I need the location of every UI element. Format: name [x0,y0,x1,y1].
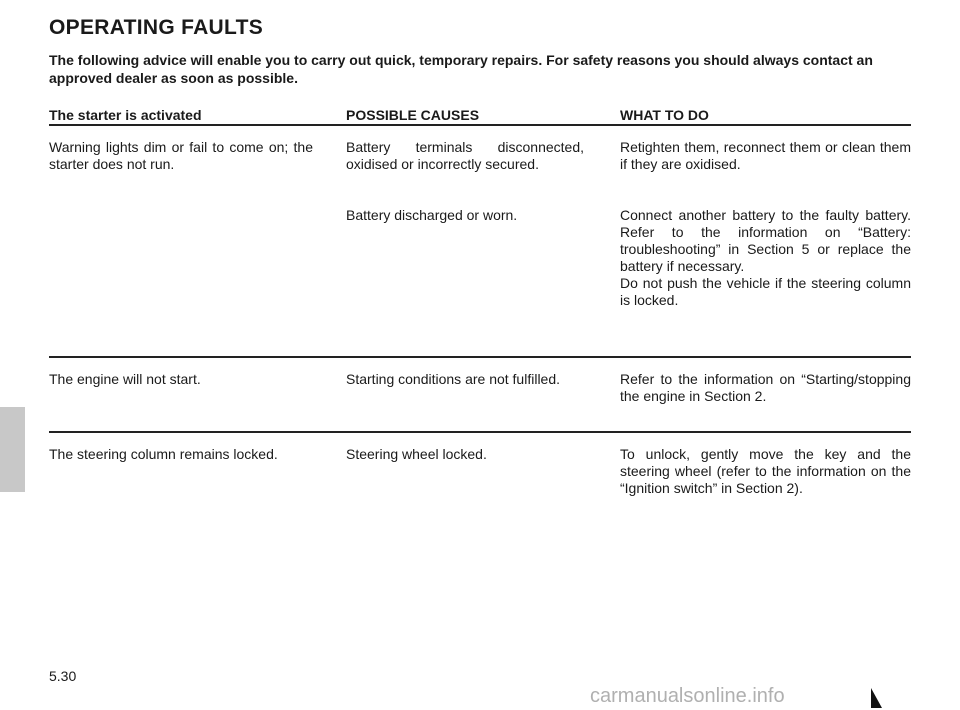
row4-symptom: The steering column remains locked. [49,446,278,462]
header-divider [49,124,911,126]
row2-action: Connect another battery to the faulty battery. Refer to the information on “Battery: troubleshooting” in Section 5 or replace the battery if necessary. [620,207,911,274]
row1-action: Retighten them, reconnect them or clean them if they are oxidised. [620,139,911,172]
header-possible-causes: POSSIBLE CAUSES [346,107,480,123]
row3-cause: Starting conditions are not fulfilled. [346,371,561,387]
row2-action-note: Do not push the vehicle if the steering column is locked. [620,275,911,308]
row2-action-block [620,207,911,309]
header-symptom: The starter is activated [49,107,202,123]
header-what-to-do: WHAT TO DO [620,107,709,123]
page-number: 5.30 [49,668,77,684]
row2-cause: Battery discharged or worn. [346,207,518,223]
watermark: carmanualsonline.info [590,685,785,707]
page-title: OPERATING FAULTS [49,16,264,39]
row-divider [49,431,911,433]
row4-cause: Steering wheel locked. [346,446,487,462]
row-divider [49,356,911,358]
row3-action: Refer to the information on “Starting/stopping the engine in Section 2. [620,371,911,404]
section-tab-marker [0,407,25,492]
row3-symptom: The engine will not start. [49,371,201,387]
intro-paragraph: The following advice will enable you to carry out quick, temporary repairs. For safety reasons you should always contact an approved dealer as soon as possible. [49,52,873,86]
row1-symptom: Warning lights dim or fail to come on; the starter does not run. [49,139,313,172]
row1-cause: Battery terminals disconnected, oxidised or incorrectly secured. [346,139,584,172]
row4-action: To unlock, gently move the key and the steering wheel (refer to the information on the “Ignition switch” in Section 2). [620,446,911,496]
